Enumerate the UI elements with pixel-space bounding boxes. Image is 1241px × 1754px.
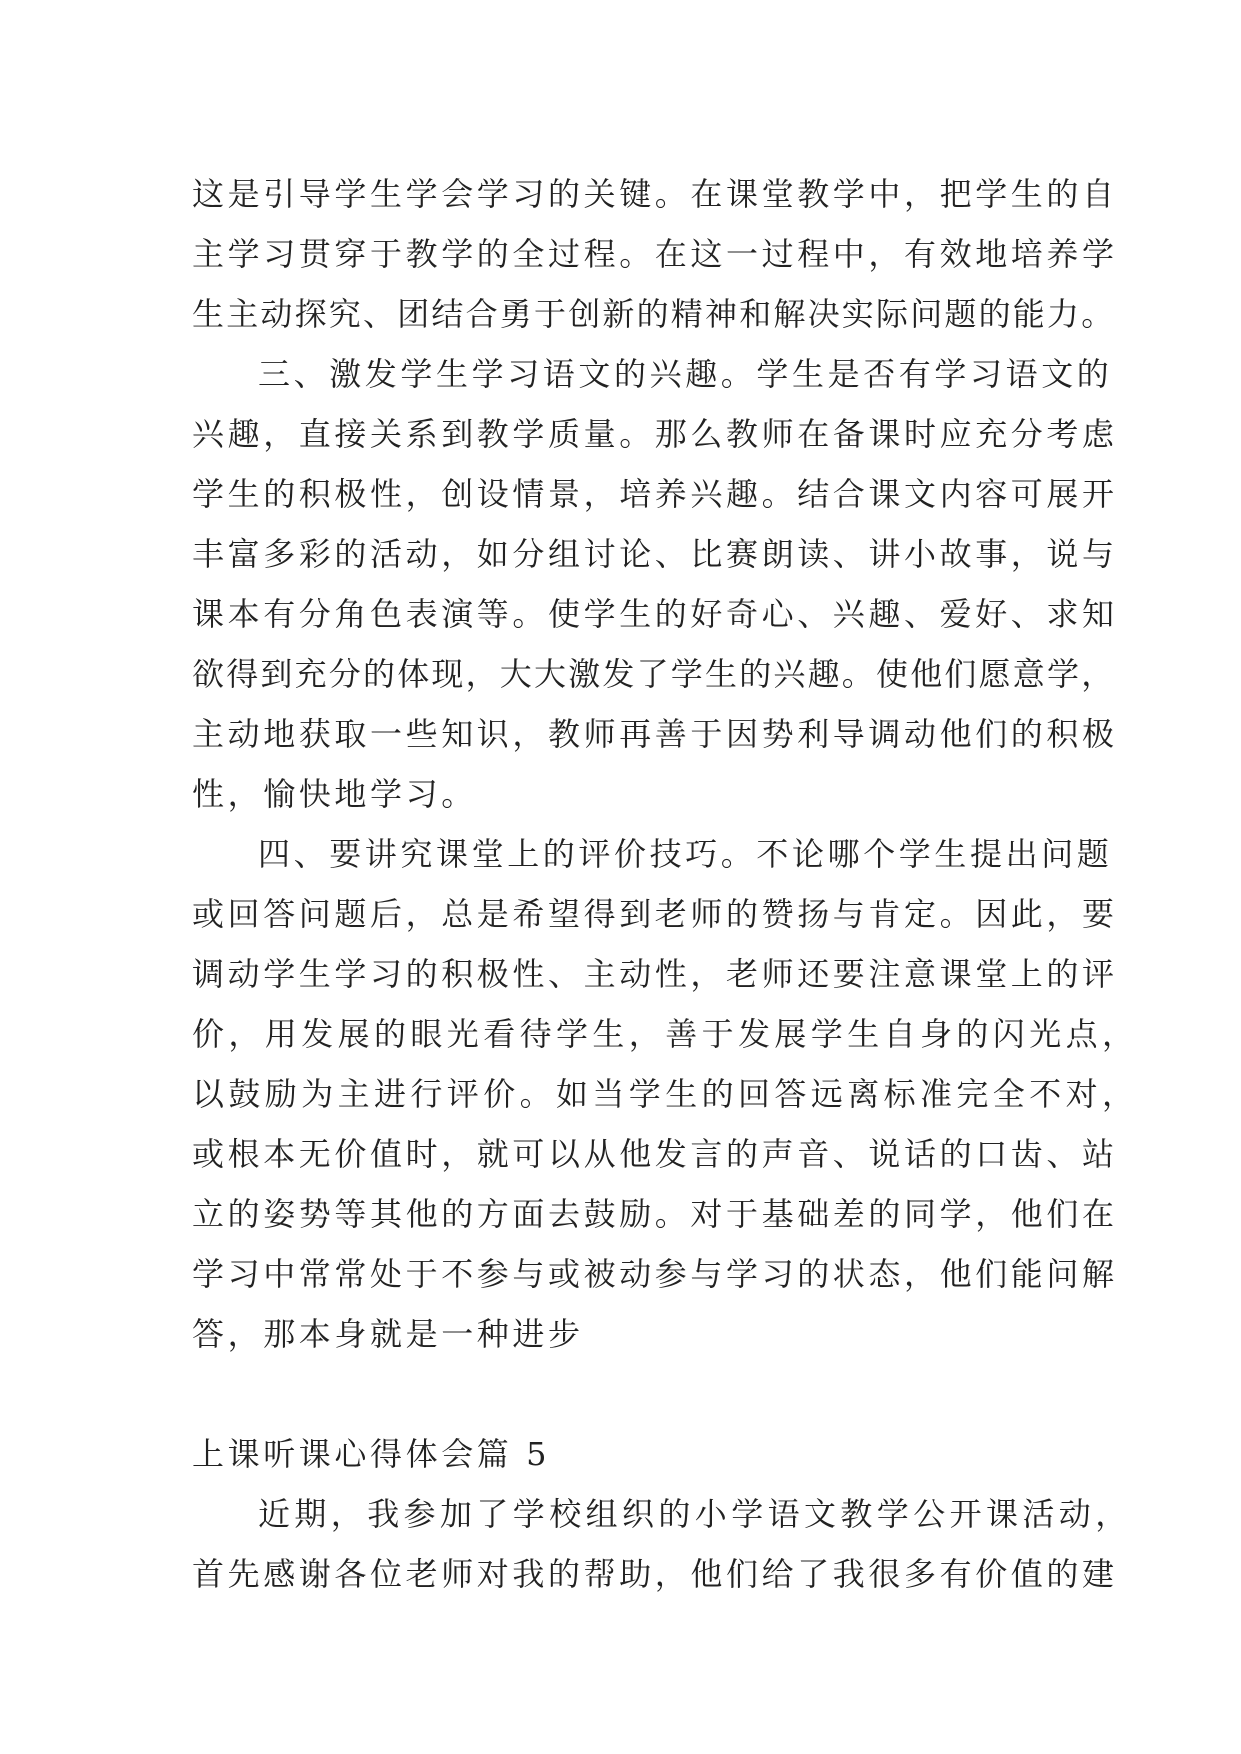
text-line: 欲得到充分的体现，大大激发了学生的兴趣。使他们愿意学，	[192, 655, 1116, 693]
text-line: 生主动探究、团结合勇于创新的精神和解决实际问题的能力。	[192, 295, 1116, 333]
text-line: 价，用发展的眼光看待学生，善于发展学生自身的闪光点，	[192, 1015, 1139, 1053]
text-line: 或根本无价值时，就可以从他发言的声音、说话的口齿、站	[192, 1135, 1118, 1173]
text-line: 主动地获取一些知识，教师再善于因势利导调动他们的积极	[192, 715, 1118, 753]
text-line: 调动学生学习的积极性、主动性，老师还要注意课堂上的评	[192, 955, 1118, 993]
article-title: 上课听课心得体会篇 5	[192, 1435, 551, 1473]
section-four-heading-line: 四、要讲究课堂上的评价技巧。不论哪个学生提出问题	[258, 835, 1113, 873]
text-line: 主学习贯穿于教学的全过程。在这一过程中，有效地培养学	[192, 235, 1118, 273]
text-line: 近期，我参加了学校组织的小学语文教学公开课活动，	[258, 1495, 1132, 1533]
text-line: 立的姿势等其他的方面去鼓励。对于基础差的同学，他们在	[192, 1195, 1118, 1233]
text-line: 学习中常常处于不参与或被动参与学习的状态，他们能问解	[192, 1255, 1118, 1293]
text-line: 或回答问题后，总是希望得到老师的赞扬与肯定。因此，要	[192, 895, 1118, 933]
text-line: 兴趣，直接关系到教学质量。那么教师在备课时应充分考虑	[192, 415, 1118, 453]
section-three-heading-line: 三、激发学生学习语文的兴趣。学生是否有学习语文的	[258, 355, 1113, 393]
text-line: 课本有分角色表演等。使学生的好奇心、兴趣、爱好、求知	[192, 595, 1118, 633]
document-body	[192, 164, 1139, 1604]
text-line: 学生的积极性，创设情景，培养兴趣。结合课文内容可展开	[192, 475, 1118, 513]
text-line: 丰富多彩的活动，如分组讨论、比赛朗读、讲小故事，说与	[192, 535, 1118, 573]
text-line: 以鼓励为主进行评价。如当学生的回答远离标准完全不对，	[192, 1075, 1139, 1113]
text-line: 这是引导学生学会学习的关键。在课堂教学中，把学生的自	[192, 175, 1118, 213]
text-line: 答，那本身就是一种进步	[192, 1315, 584, 1353]
text-line: 首先感谢各位老师对我的帮助，他们给了我很多有价值的建	[192, 1555, 1118, 1593]
text-line: 性，愉快地学习。	[192, 775, 477, 813]
